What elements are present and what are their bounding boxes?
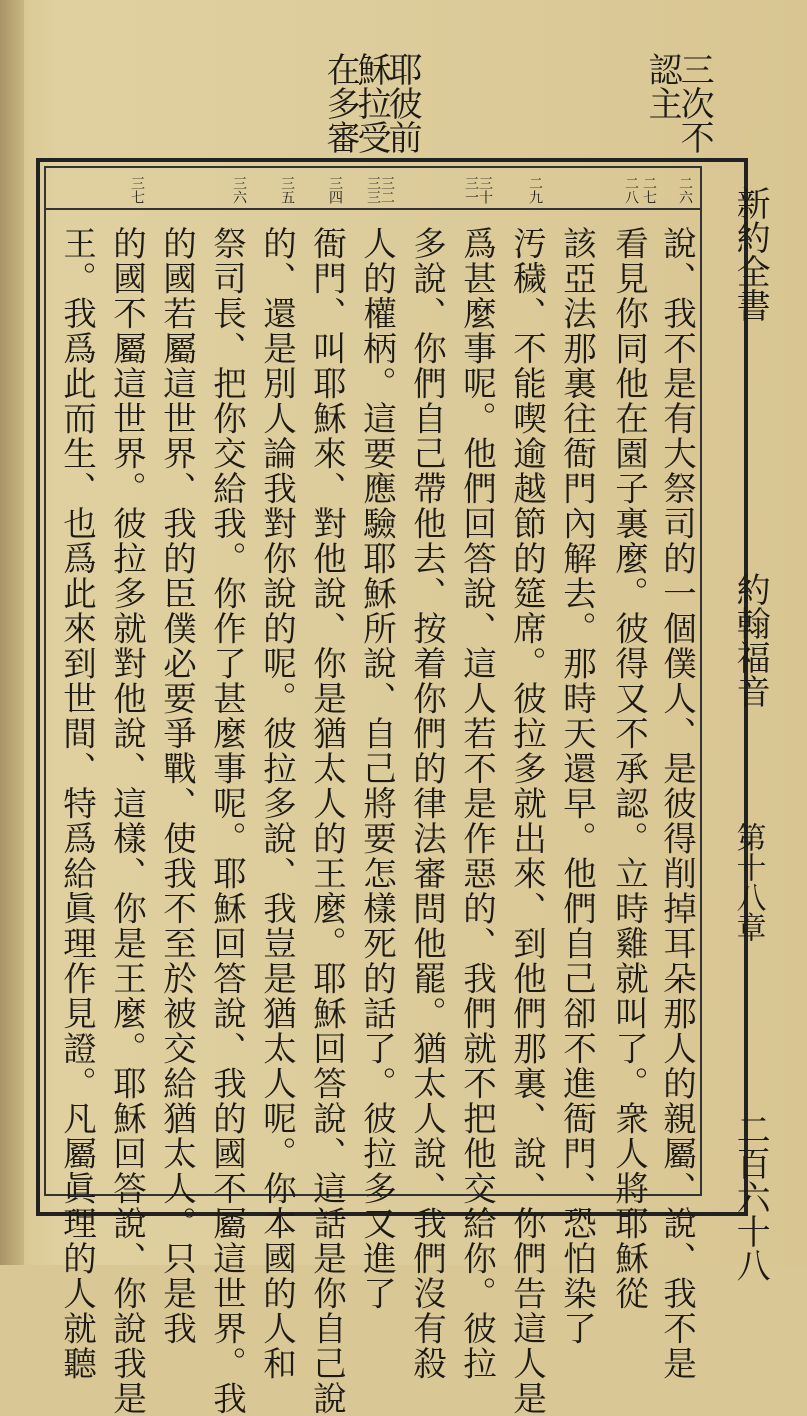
margin-note-left-line-3: 在多審 (320, 52, 361, 154)
text-column-9: 的、還是別人論我對你說的呢。彼拉多說、我豈是猶太人呢。你本國的人和 (257, 226, 297, 1381)
verse-number: 三一 (463, 176, 479, 204)
text-column-5: 爲甚麼事呢。他們回答說、這人若不是作惡的、我們就不把他交給你。彼拉 (457, 226, 497, 1381)
text-column-7: 人的權柄。這要應驗耶穌所說、自己將要怎樣死的話了。彼拉多又進了 (357, 226, 397, 1311)
verse-number: 三二 (379, 176, 395, 204)
margin-note-right-line-1: 三次不 (674, 52, 715, 154)
running-head-title: 新約全書 (730, 186, 771, 322)
text-column-10: 祭司長、把你交給我。你作了甚麼事呢。耶穌回答說、我的國不屬這世界。我 (207, 226, 247, 1416)
margin-note-left-line-2: 穌拉受 (351, 52, 392, 154)
text-column-1: 說、我不是有大祭司的一個僕人、是彼得削掉耳朵那人的親屬、說、我不是 (657, 226, 697, 1381)
margin-note-left-line-1: 耶彼前 (382, 52, 423, 154)
verse-number: 三六 (231, 176, 247, 204)
verse-number: 三五 (279, 176, 295, 204)
text-column-8: 衙門、叫耶穌來、對他說、你是猶太人的王麼。耶穌回答說、這話是你自己說 (307, 226, 347, 1416)
verse-number: 二七 (641, 176, 657, 204)
running-head-page-number: 二百六十八 (730, 1112, 771, 1282)
text-column-3: 該亞法那裏往衙門內解去。那時天還早。他們自己卻不進衙門、恐怕染了 (557, 226, 597, 1346)
text-column-11: 的國若屬這世界、我的臣僕必要爭戰、使我不至於被交給猶太人。只是我 (157, 226, 197, 1346)
verse-number: 二九 (527, 176, 543, 204)
verse-number: 三三 (365, 176, 381, 204)
running-head (712, 172, 782, 1282)
text-column-12: 的國不屬這世界。彼拉多就對他說、這樣、你是王麼。耶穌回答說、你說我是 (107, 226, 147, 1416)
text-column-4: 汚穢、不能喫逾越節的筵席。彼拉多就出來、到他們那裏、說、你們告這人是 (507, 226, 547, 1416)
verse-number: 二六 (677, 176, 693, 204)
text-column-13: 王。我爲此而生、也爲此來到世間、特爲給眞理作見證。凡屬眞理的人就聽 (57, 226, 97, 1381)
running-head-book: 約翰福音 (730, 572, 771, 708)
verse-number: 三七 (129, 176, 145, 204)
verse-header-rule (46, 208, 700, 210)
verse-number: 三四 (327, 176, 343, 204)
text-column-6: 多說、你們自己帶他去、按着你們的律法審問他罷。猶太人說、我們沒有殺 (407, 226, 447, 1381)
margin-note-right-line-2: 認主 (642, 52, 683, 120)
running-head-chapter: 第十八章 (730, 822, 766, 942)
text-column-2: 看見你同他在園子裏麼。彼得又不承認。立時雞就叫了。衆人將耶穌從 (609, 226, 649, 1311)
verse-number: 三十 (477, 176, 493, 204)
book-spine (0, 0, 24, 1265)
verse-number: 二八 (623, 176, 639, 204)
